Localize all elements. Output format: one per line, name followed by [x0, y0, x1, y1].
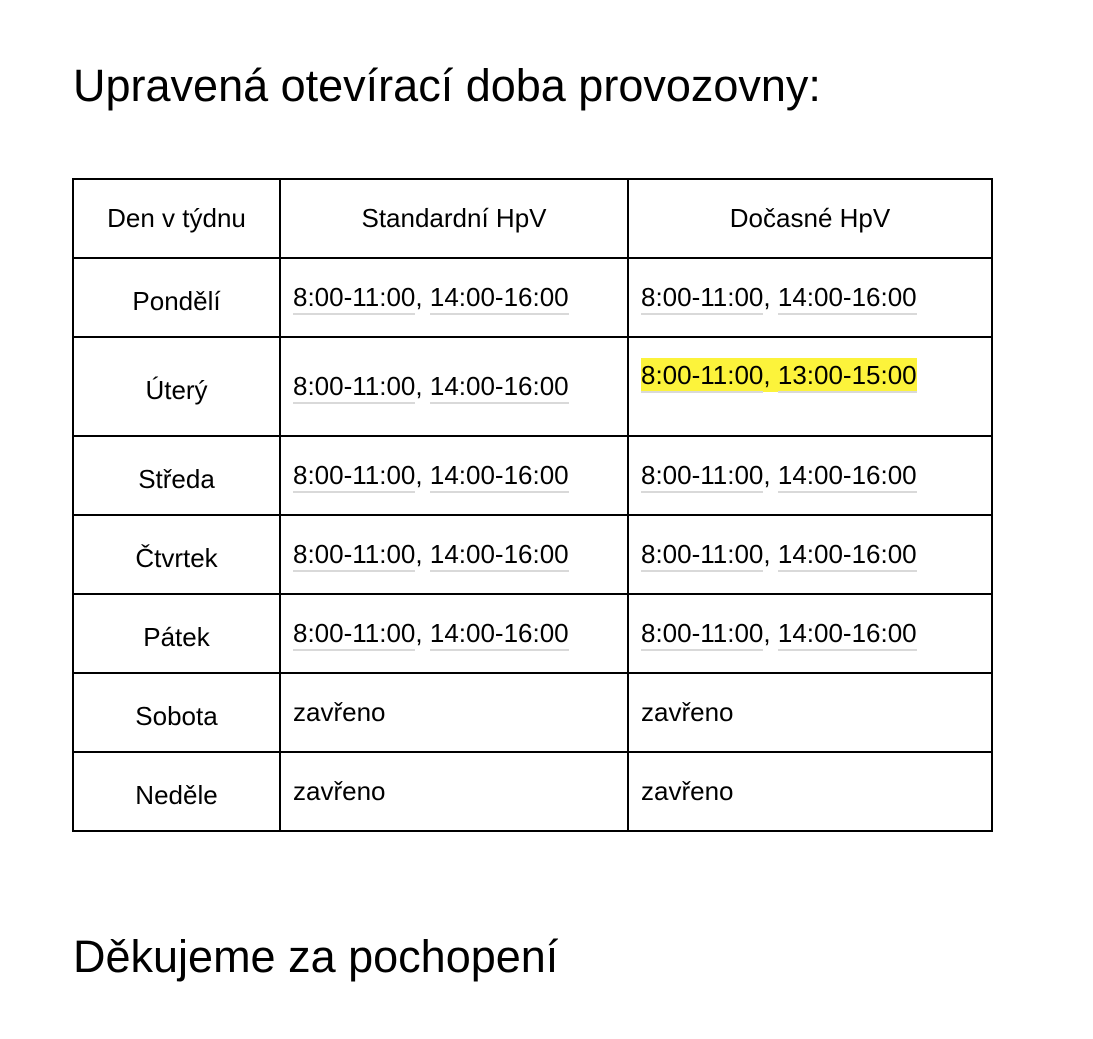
time-link[interactable]: 8:00-11:00 — [641, 460, 763, 493]
standard-hours-cell: 8:00-11:00, 14:00-16:00 — [280, 258, 628, 337]
table-row — [73, 258, 992, 337]
temporary-hours-cell: 8:00-11:00, 14:00-16:00 — [628, 515, 992, 594]
temporary-hours-cell: zavřeno — [628, 673, 992, 752]
time-link[interactable]: 14:00-16:00 — [430, 539, 569, 572]
time-link[interactable]: 8:00-11:00 — [293, 618, 415, 651]
standard-hours-cell: 8:00-11:00, 14:00-16:00 — [280, 515, 628, 594]
day-cell — [73, 258, 280, 337]
header-day: Den v týdnu — [73, 179, 280, 258]
standard-hours-cell: 8:00-11:00, 14:00-16:00 — [280, 436, 628, 515]
temporary-hours-cell: 8:00-11:00, 14:00-16:00 — [628, 436, 992, 515]
time-link[interactable]: 8:00-11:00 — [293, 460, 415, 493]
time-link[interactable]: 14:00-16:00 — [430, 371, 569, 404]
time-link[interactable]: 13:00-15:00 — [778, 360, 917, 393]
standard-hours-cell: 8:00-11:00, 14:00-16:00 — [280, 594, 628, 673]
day-label: Neděle — [135, 780, 218, 810]
page-title: Upravená otevírací doba provozovny: — [73, 60, 821, 111]
temporary-hours-cell: 8:00-11:00, 14:00-16:00 — [628, 594, 992, 673]
header-standard: Standardní HpV — [280, 179, 628, 258]
opening-hours-table — [72, 178, 993, 832]
day-cell — [73, 515, 280, 594]
time-link[interactable]: 14:00-16:00 — [430, 282, 569, 315]
temporary-hours-cell: 8:00-11:00, 14:00-16:00 — [628, 258, 992, 337]
time-link[interactable]: 14:00-16:00 — [778, 282, 917, 315]
table-row — [73, 436, 992, 515]
day-cell — [73, 436, 280, 515]
day-cell — [73, 337, 280, 436]
table-row — [73, 594, 992, 673]
table-row — [73, 673, 992, 752]
time-link[interactable]: 8:00-11:00 — [293, 539, 415, 572]
time-link[interactable]: 14:00-16:00 — [430, 618, 569, 651]
time-link[interactable]: 8:00-11:00 — [293, 282, 415, 315]
table-row — [73, 515, 992, 594]
time-link[interactable]: 8:00-11:00 — [641, 618, 763, 651]
temporary-hours-cell-highlighted — [628, 337, 992, 436]
table-header-row — [73, 179, 992, 258]
standard-hours-cell: 8:00-11:00, 14:00-16:00 — [280, 337, 628, 436]
footer-message: Děkujeme za pochopení — [73, 931, 559, 982]
time-link[interactable]: 8:00-11:00 — [641, 539, 763, 572]
day-label: Úterý — [145, 375, 208, 405]
standard-hours-cell: zavřeno — [280, 752, 628, 831]
day-label: Pondělí — [132, 286, 221, 316]
time-link[interactable]: 8:00-11:00 — [641, 282, 763, 315]
table-row — [73, 337, 992, 436]
day-label: Čtvrtek — [135, 543, 218, 573]
temporary-hours-cell: zavřeno — [628, 752, 992, 831]
day-label: Sobota — [135, 701, 218, 731]
time-link[interactable]: 14:00-16:00 — [430, 460, 569, 493]
table-row — [73, 752, 992, 831]
day-label: Pátek — [143, 622, 210, 652]
highlighted-text: 8:00-11:00, 13:00-15:00 — [641, 358, 917, 392]
day-cell — [73, 594, 280, 673]
time-link[interactable]: 8:00-11:00 — [293, 371, 415, 404]
header-temporary: Dočasné HpV — [628, 179, 992, 258]
time-link[interactable]: 8:00-11:00 — [641, 360, 763, 393]
day-cell — [73, 752, 280, 831]
standard-hours-cell: zavřeno — [280, 673, 628, 752]
time-link[interactable]: 14:00-16:00 — [778, 618, 917, 651]
time-link[interactable]: 14:00-16:00 — [778, 539, 917, 572]
day-label: Středa — [138, 464, 215, 494]
time-link[interactable]: 14:00-16:00 — [778, 460, 917, 493]
day-cell — [73, 673, 280, 752]
